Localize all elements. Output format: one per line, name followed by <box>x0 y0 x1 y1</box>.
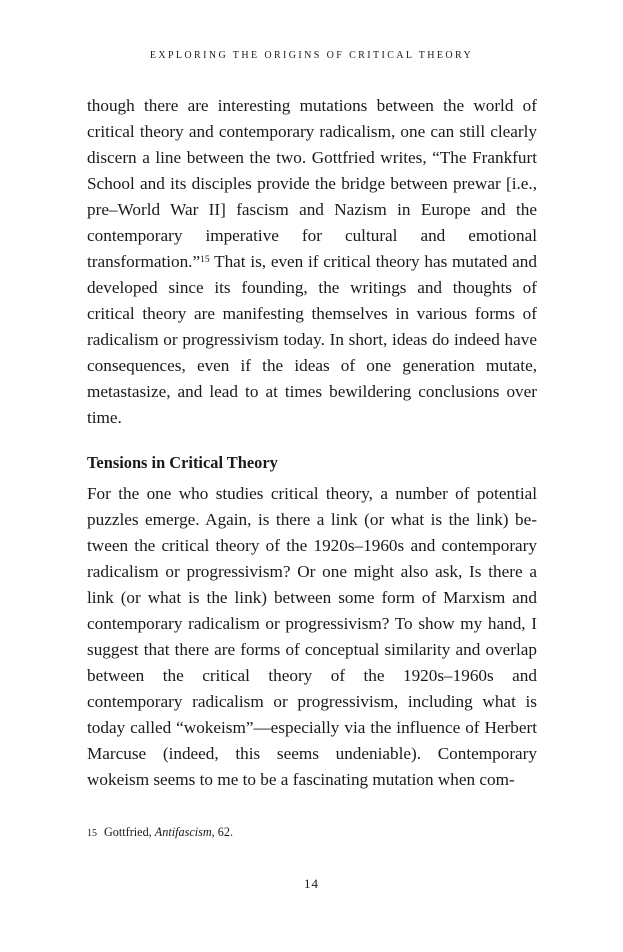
page-number: 14 <box>304 876 319 891</box>
paragraph-text: though there are interesting mutations between the world of critical theory and contemporary radicalism, one can still clearly discern a line between the two. Gottfried writes, “The Frankfurt School and its disciples provide the bridge between prewar [i.e., pre–World War II] fascism and Nazism in Europe and the contemporary imperative for cultural and emotional transformation.” <box>87 96 537 271</box>
footnote <box>87 824 537 842</box>
footnote-author: Gottfried, <box>104 825 155 839</box>
paragraph-text: That is, even if critical theory has mutated and developed since its founding, the writings and thoughts of critical theory are manifesting themselves in various forms of radicalism or progressivism today. In short, ideas do indeed have consequences, even if the ideas of one generation mutate, metastasize, and lead to at times bewildering conclusions over time. <box>87 252 537 427</box>
footnote-number: 15 <box>87 828 97 839</box>
footnote-page: , 62. <box>211 825 233 839</box>
body-paragraph <box>87 93 537 431</box>
section-heading-block <box>87 450 537 476</box>
section-heading: Tensions in Critical Theory <box>87 453 278 472</box>
footnote-reference[interactable]: 15 <box>200 255 210 265</box>
footnote-title: Antifascism <box>154 825 212 839</box>
body-paragraph: For the one who studies critical theory, a number of potential puzzles emerge. Again, is there a link (or what is the link) between the critical theory of the 1920s–1960s and contemporary radicalism or progressivism? Or one might also ask, Is there a link (or what is the link) between some form of Marxism and contemporary radicalism or progressivism? To show my hand, I suggest that there are forms of conceptual similarity and overlap between the critical theory of the 1920s–1960s and contemporary radicalism or progressivism, including what is today called “wokeism”—especially via the influence of Herbert Marcuse (indeed, this seems undeniable). Contemporary wokeism seems to me to be a fascinating mutation when com- <box>87 484 537 789</box>
running-head: EXPLORING THE ORIGINS OF CRITICAL THEORY <box>149 50 474 61</box>
